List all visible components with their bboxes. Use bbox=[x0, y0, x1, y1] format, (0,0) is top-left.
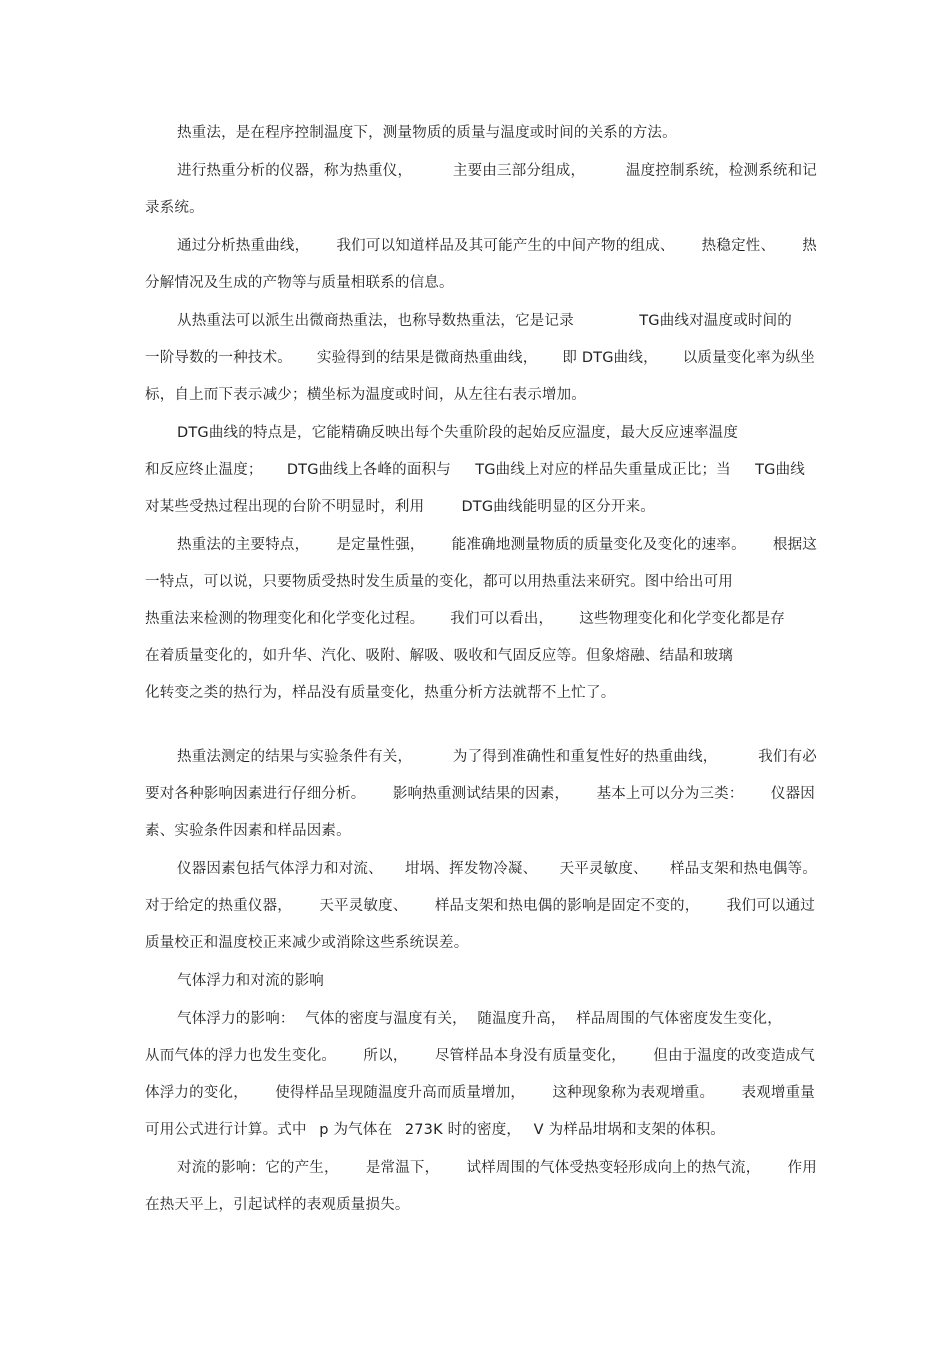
text-segment: 基本上可以分为三类： bbox=[596, 786, 744, 802]
text-line bbox=[145, 197, 815, 219]
text-line bbox=[145, 347, 815, 369]
text-segment: 对某些受热过程出现的台阶不明显时，利用 bbox=[145, 499, 425, 515]
text-line bbox=[177, 1008, 782, 1030]
text-segment: p 为气体在 bbox=[319, 1122, 393, 1138]
text-segment: DTG曲线的特点是，它能精确反映出每个失重阶段的起始反应温度，最大反应速率温度 bbox=[177, 425, 739, 441]
text-line bbox=[177, 1157, 817, 1179]
text-segment: 主要由三部分组成， bbox=[452, 163, 586, 179]
text-segment: 所以， bbox=[363, 1048, 408, 1064]
text-segment: 影响热重测试结果的因素， bbox=[392, 786, 570, 802]
text-line bbox=[145, 496, 655, 518]
text-segment: 能准确地测量物质的质量变化及变化的速率。 bbox=[451, 537, 746, 553]
text-segment: 我们有必 bbox=[758, 749, 817, 765]
text-segment: 对流的影响：它的产生， bbox=[177, 1160, 339, 1176]
text-segment: 标，自上而下表示减少；横坐标为温度或时间，从左往右表示增加。 bbox=[145, 387, 586, 403]
text-line bbox=[145, 1045, 815, 1067]
text-segment: 热重法来检测的物理变化和化学变化过程。 bbox=[145, 611, 425, 627]
text-line bbox=[177, 534, 817, 556]
text-segment: 即 DTG曲线， bbox=[562, 350, 658, 366]
text-segment: 可用公式进行计算。式中 bbox=[145, 1122, 307, 1138]
text-line bbox=[145, 1194, 815, 1216]
text-line bbox=[145, 820, 815, 842]
text-segment: 尽管样品本身没有质量变化， bbox=[434, 1048, 626, 1064]
text-segment: 样品周围的气体密度发生变化， bbox=[576, 1011, 782, 1027]
text-segment: 273K 时的密度， bbox=[404, 1122, 522, 1138]
text-segment: 这些物理变化和化学变化都是存 bbox=[579, 611, 785, 627]
text-segment: 我们可以知道样品及其可能产生的中间产物的组成、 bbox=[336, 238, 675, 254]
text-segment: 以质量变化率为纵坐 bbox=[682, 350, 815, 366]
text-segment: 实验得到的结果是微商热重曲线， bbox=[316, 350, 538, 366]
text-line bbox=[145, 895, 815, 917]
text-line bbox=[145, 1119, 725, 1141]
text-segment: 一特点，可以说，只要物质受热时发生质量的变化，都可以用热重法来研究。图中给出可用 bbox=[145, 574, 733, 590]
text-line bbox=[177, 160, 817, 182]
text-segment: 根据这 bbox=[772, 537, 817, 553]
text-segment: 化转变之类的热行为，样品没有质量变化，热重分析方法就帮不上忙了。 bbox=[145, 685, 616, 701]
text-segment: 热重法测定的结果与实验条件有关， bbox=[177, 749, 413, 765]
text-line bbox=[145, 1082, 815, 1104]
text-line bbox=[177, 122, 817, 144]
text-segment: 分解情况及生成的产物等与质量相联系的信息。 bbox=[145, 275, 454, 291]
text-segment: 仪器因素包括气体浮力和对流、 bbox=[177, 861, 383, 877]
text-line bbox=[145, 645, 815, 667]
text-segment: TG曲线上对应的样品失重量成正比；当 bbox=[475, 462, 731, 478]
text-segment: 气体浮力的影响： bbox=[177, 1011, 295, 1027]
text-segment: 坩埚、挥发物冷凝、 bbox=[405, 861, 538, 877]
text-line bbox=[145, 932, 815, 954]
text-segment: 热重法的主要特点， bbox=[177, 537, 310, 553]
text-segment: 一阶导数的一种技术。 bbox=[145, 350, 292, 366]
text-segment: 但由于温度的改变造成气 bbox=[653, 1048, 815, 1064]
text-segment: 要对各种影响因素进行仔细分析。 bbox=[145, 786, 366, 802]
text-segment: 我们可以看出， bbox=[450, 611, 554, 627]
text-line bbox=[177, 422, 817, 444]
text-segment: 从而气体的浮力也发生变化。 bbox=[145, 1048, 337, 1064]
text-segment: 热重法，是在程序控制温度下，测量物质的质量与温度或时间的关系的方法。 bbox=[177, 125, 677, 141]
text-line bbox=[177, 970, 817, 992]
text-segment: 热 bbox=[802, 238, 817, 254]
text-segment: 随温度升高， bbox=[477, 1011, 566, 1027]
text-segment: TG曲线 bbox=[755, 462, 805, 478]
text-segment: 录系统。 bbox=[145, 200, 204, 216]
text-segment: 样品支架和热电偶的影响是固定不变的， bbox=[434, 898, 700, 914]
text-segment: 天平灵敏度、 bbox=[319, 898, 408, 914]
text-segment: 素、实验条件因素和样品因素。 bbox=[145, 823, 351, 839]
text-segment: 天平灵敏度、 bbox=[559, 861, 648, 877]
text-segment: DTG曲线能明显的区分开来。 bbox=[461, 499, 655, 515]
text-segment: 通过分析热重曲线， bbox=[177, 238, 310, 254]
text-segment: 试样周围的气体受热变轻形成向上的热气流， bbox=[466, 1160, 761, 1176]
text-segment: 从热重法可以派生出微商热重法，也称导数热重法，它是记录 bbox=[177, 313, 574, 329]
text-segment: 和反应终止温度； bbox=[145, 462, 263, 478]
text-segment: 仪器因 bbox=[770, 786, 815, 802]
text-segment: 热稳定性、 bbox=[701, 238, 776, 254]
text-line bbox=[145, 608, 785, 630]
text-line bbox=[177, 746, 817, 768]
text-line bbox=[145, 459, 805, 481]
text-segment: 使得样品呈现随温度升高而质量增加， bbox=[275, 1085, 526, 1101]
text-segment: 是常温下， bbox=[365, 1160, 440, 1176]
text-segment: 是定量性强， bbox=[336, 537, 425, 553]
text-line bbox=[177, 310, 792, 332]
text-line bbox=[145, 272, 815, 294]
text-segment: TG曲线对温度或时间的 bbox=[639, 313, 792, 329]
text-segment: V 为样品坩埚和支架的体积。 bbox=[533, 1122, 725, 1138]
text-segment: 为了得到准确性和重复性好的热重曲线， bbox=[452, 749, 718, 765]
text-segment: 这种现象称为表观增重。 bbox=[552, 1085, 715, 1101]
text-segment: 在热天平上，引起试样的表观质量损失。 bbox=[145, 1197, 410, 1213]
text-segment: 气体浮力和对流的影响 bbox=[177, 973, 324, 989]
text-segment: 表观增重量 bbox=[741, 1085, 815, 1101]
text-line bbox=[177, 235, 817, 257]
text-segment: 体浮力的变化， bbox=[145, 1085, 248, 1101]
text-segment: DTG曲线上各峰的面积与 bbox=[286, 462, 451, 478]
text-segment: 作用 bbox=[787, 1160, 817, 1176]
text-segment: 在着质量变化的，如升华、汽化、吸附、解吸、吸收和气固反应等。但象熔融、结晶和玻璃 bbox=[145, 648, 733, 664]
text-line bbox=[177, 858, 817, 880]
text-line bbox=[145, 384, 815, 406]
text-segment: 进行热重分析的仪器，称为热重仪， bbox=[177, 163, 413, 179]
text-line bbox=[145, 682, 815, 704]
text-segment: 对于给定的热重仪器， bbox=[145, 898, 292, 914]
text-segment: 温度控制系统，检测系统和记 bbox=[625, 163, 817, 179]
text-line bbox=[145, 571, 815, 593]
text-segment: 样品支架和热电偶等。 bbox=[669, 861, 817, 877]
text-segment: 我们可以通过 bbox=[726, 898, 815, 914]
text-segment: 质量校正和温度校正来减少或消除这些系统误差。 bbox=[145, 935, 469, 951]
text-line bbox=[145, 783, 815, 805]
text-segment: 气体的密度与温度有关， bbox=[305, 1011, 467, 1027]
